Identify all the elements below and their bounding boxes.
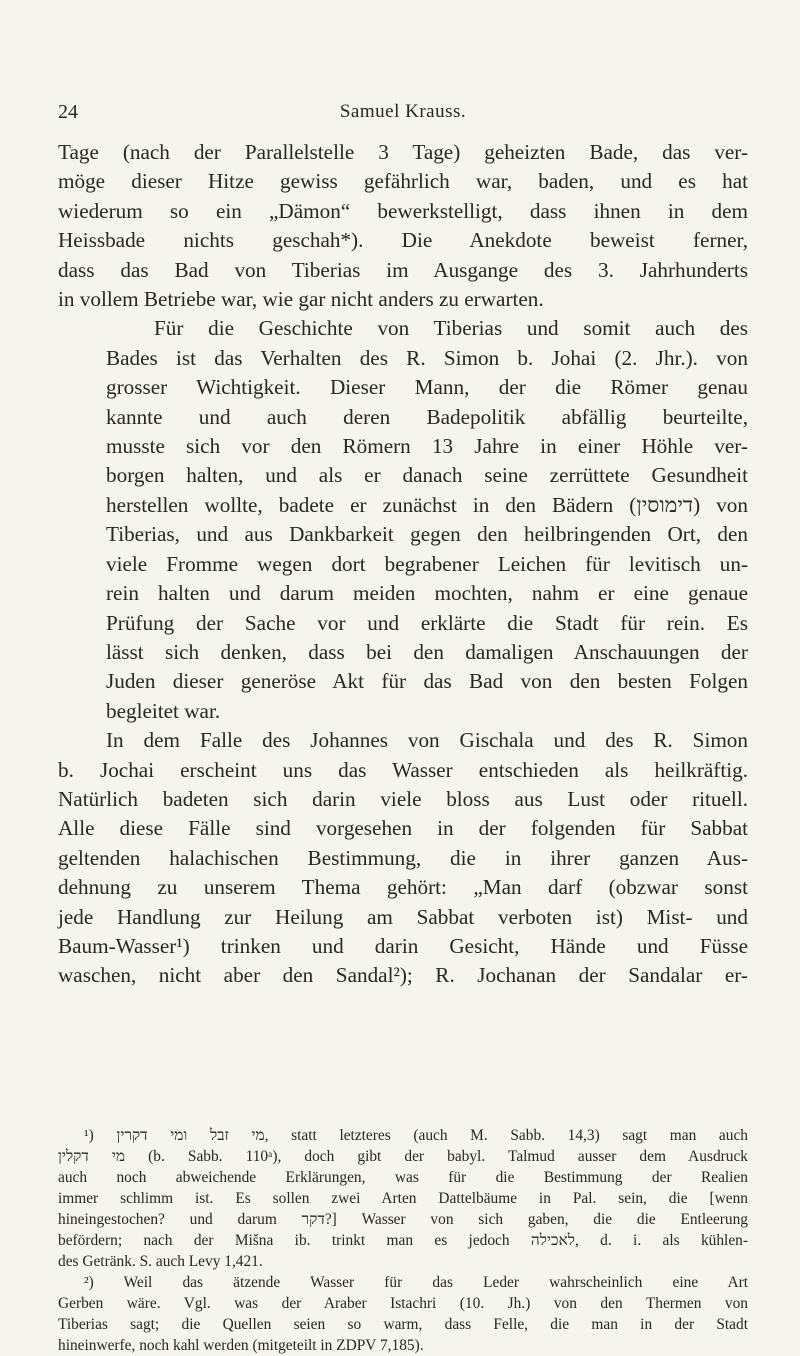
text-line: musste sich vor den Römern 13 Jahre in einer Höhle ver- bbox=[106, 434, 748, 459]
footnote-line: hineinwerfe, noch kahl werden (mitgeteilt in ZDPV 7,185). bbox=[58, 1337, 424, 1354]
footnote-line: Gerben wäre. Vgl. was der Araber Istachri (10. Jh.) von den Thermen von bbox=[58, 1295, 748, 1312]
paragraph bbox=[58, 138, 748, 314]
text-line: lässt sich denken, dass bei den damaligen Anschauungen der bbox=[106, 639, 748, 664]
text-line: Tiberias, und aus Dankbarkeit gegen den heilbringenden Ort, den bbox=[106, 522, 748, 547]
main-text bbox=[58, 138, 748, 991]
text-line: Natürlich badeten sich darin viele bloss aus Lust oder rituell. bbox=[58, 786, 748, 811]
footnote-line: מי דקלין (b. Sabb. 110ᵃ), doch gibt der babyl. Talmud ausser dem Ausdruck bbox=[58, 1148, 748, 1165]
text-line: Bades ist das Verhalten des R. Simon b. Johai (2. Jhr.). von bbox=[106, 345, 748, 370]
running-head bbox=[58, 101, 748, 127]
text-line: in vollem Betriebe war, wie gar nicht anders zu erwarten. bbox=[58, 287, 544, 312]
text-line: Baum-Wasser¹) trinken und darin Gesicht, Hände und Füsse bbox=[58, 933, 748, 958]
footnote-line: hineingestochen? und darum דקר?] Wasser von sich gaben, die die Entleerung bbox=[58, 1211, 748, 1228]
footnotes bbox=[58, 1125, 748, 1356]
footnote-line: auch noch abweichende Erklärungen, was für die Bestimmung der Realien bbox=[58, 1169, 748, 1186]
text-line: Tage (nach der Parallelstelle 3 Tage) geheizten Bade, das ver- bbox=[58, 140, 748, 164]
paragraph bbox=[58, 314, 748, 726]
text-line: jede Handlung zur Heilung am Sabbat verboten ist) Mist- und bbox=[58, 904, 748, 929]
text-line: kannte und auch deren Badepolitik abfällig beurteilte, bbox=[106, 404, 748, 429]
footnote-line: befördern; nach der Mišna ib. trinkt man es jedoch לאכילה, d. i. als kühlen- bbox=[58, 1232, 748, 1249]
text-line: grosser Wichtigkeit. Dieser Mann, der die Römer genau bbox=[106, 375, 748, 400]
text-line: Prüfung der Sache vor und erklärte die Stadt für rein. Es bbox=[106, 610, 748, 635]
text-line: b. Jochai erscheint uns das Wasser entschieden als heilkräftig. bbox=[58, 757, 748, 782]
paragraph bbox=[58, 726, 748, 991]
text-line: rein halten und darum meiden mochten, nahm er eine genaue bbox=[106, 581, 748, 606]
footnote-2 bbox=[58, 1272, 748, 1356]
footnote-line: ²) Weil das ätzende Wasser für das Leder wahrscheinlich eine Art bbox=[84, 1274, 748, 1291]
text-line: dehnung zu unserem Thema gehört: „Man darf (obzwar sonst bbox=[58, 875, 748, 900]
text-line: wiederum so ein „Dämon“ bewerkstelligt, dass ihnen in dem bbox=[58, 198, 748, 223]
text-line: viele Fromme wegen dort begrabener Leichen für levitisch un- bbox=[106, 551, 748, 576]
text-line: Für die Geschichte von Tiberias und somit auch des bbox=[154, 316, 748, 341]
text-line: möge dieser Hitze gewiss gefährlich war, baden, und es hat bbox=[58, 169, 748, 194]
text-line: Alle diese Fälle sind vorgesehen in der folgenden für Sabbat bbox=[58, 816, 748, 841]
footnote-line: immer schlimm ist. Es sollen zwei Arten Dattelbäume in Pal. sein, die [wenn bbox=[58, 1190, 748, 1207]
text-line: begleitet war. bbox=[106, 698, 221, 723]
running-head-author: Samuel Krauss. bbox=[339, 101, 467, 122]
text-line: dass das Bad von Tiberias im Ausgange des 3. Jahrhunderts bbox=[58, 257, 748, 282]
text-line: borgen halten, und als er danach seine zerrüttete Gesundheit bbox=[106, 463, 748, 488]
footnote-1 bbox=[58, 1125, 748, 1272]
text-line: waschen, nicht aber den Sandal²); R. Jochanan der Sandalar er- bbox=[58, 963, 748, 988]
text-line: herstellen wollte, badete er zunächst in den Bädern (דימוסין) von bbox=[106, 492, 748, 517]
footnote-line: des Getränk. S. auch Levy 1,421. bbox=[58, 1253, 263, 1270]
text-line: Heissbade nichts geschah*). Die Anekdote beweist ferner, bbox=[58, 228, 748, 253]
text-line: geltenden halachischen Bestimmung, die in ihrer ganzen Aus- bbox=[58, 845, 748, 870]
text-line: Juden dieser generöse Akt für das Bad von den besten Folgen bbox=[106, 669, 748, 694]
footnote-line: ¹) מי זבל ומי דקרין, statt letzteres (auch M. Sabb. 14,3) sagt man auch bbox=[84, 1127, 748, 1144]
page-number: 24 bbox=[58, 101, 78, 123]
footnote-line: Tiberias sagt; die Quellen seien so warm, dass Felle, die man in der Stadt bbox=[58, 1316, 748, 1333]
text-line: In dem Falle des Johannes von Gischala und des R. Simon bbox=[106, 728, 748, 753]
